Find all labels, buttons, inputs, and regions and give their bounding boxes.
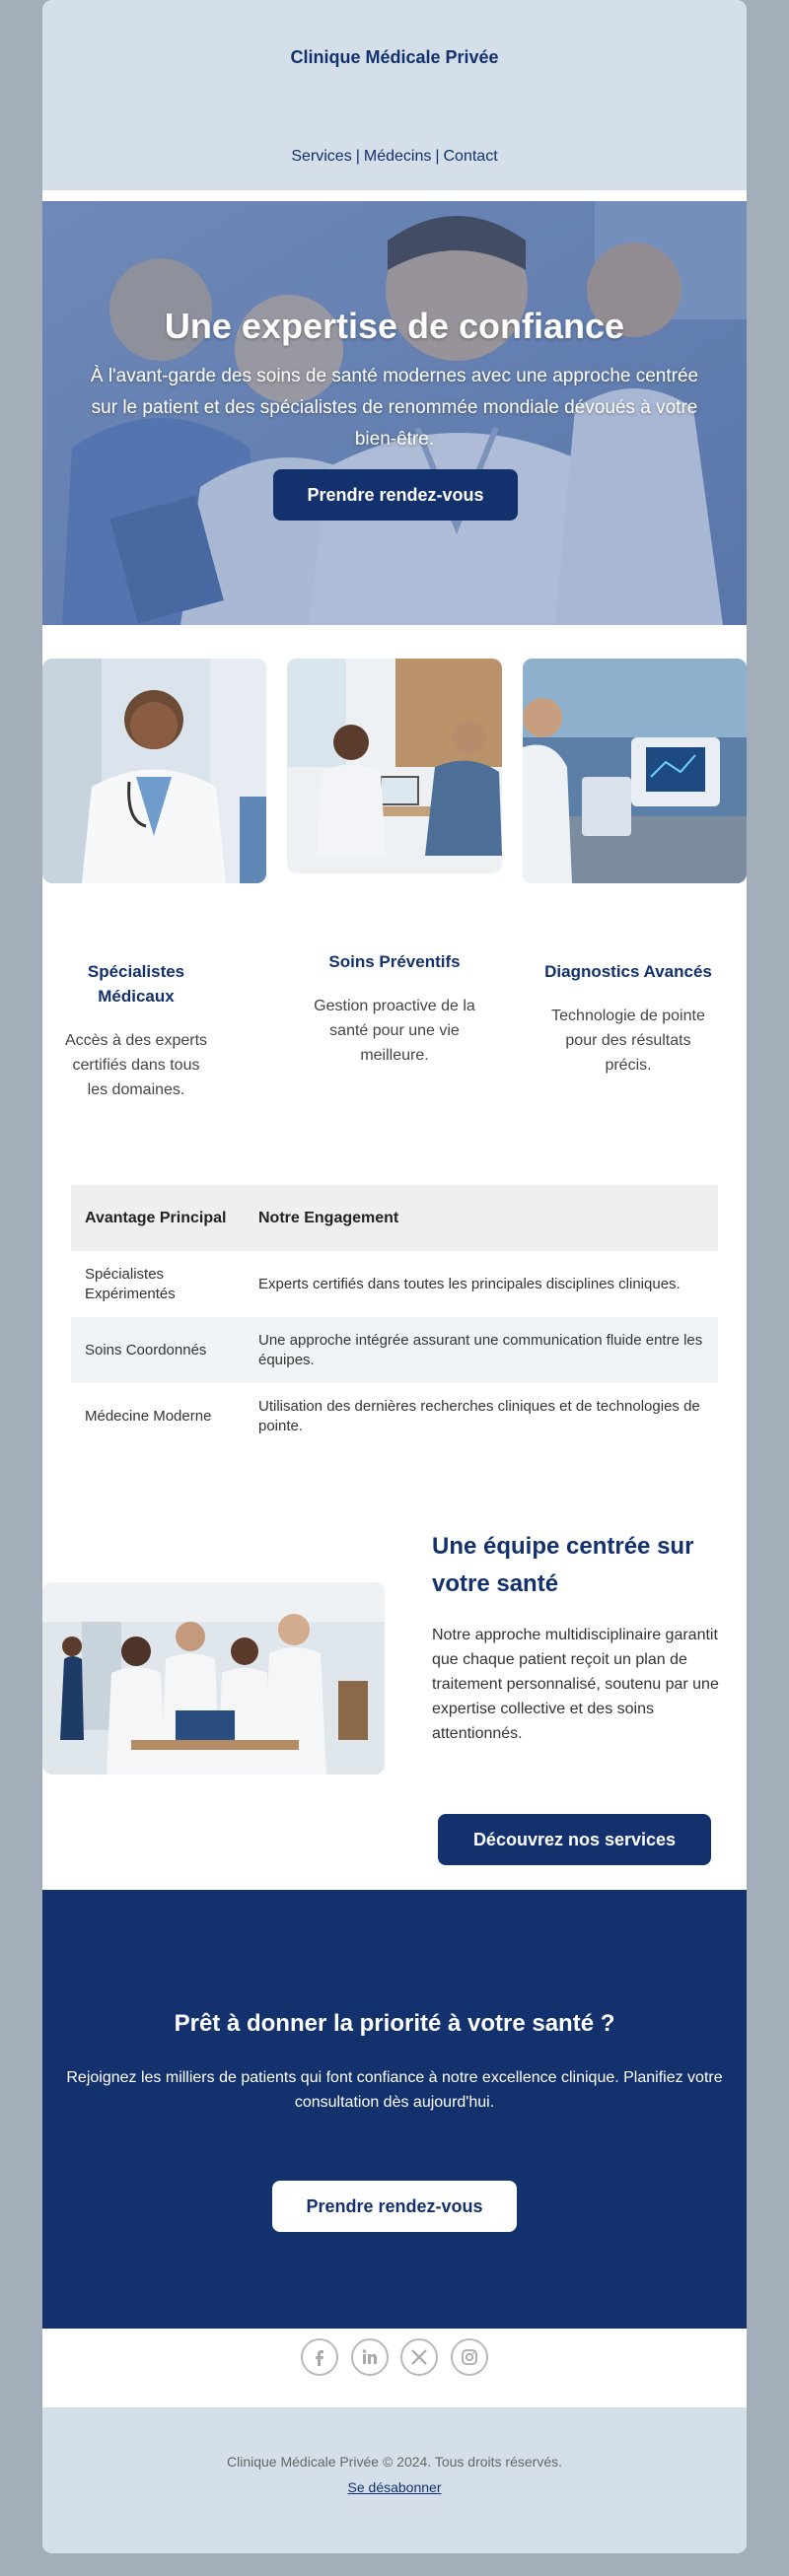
- feature-text: Technologie de pointe pour des résultats précis.: [551, 1008, 705, 1074]
- feature-images: [42, 659, 747, 885]
- hero-title: Une expertise de confiance: [164, 306, 625, 346]
- table-row: [71, 1383, 718, 1449]
- feature-title: Soins Préventifs: [328, 952, 461, 971]
- cta-section: [42, 1890, 747, 2329]
- copyright-text: Clinique Médicale Privée © 2024. Tous droits réservés.: [227, 2454, 562, 2470]
- feature-text: Gestion proactive de la santé pour une vie meilleure.: [314, 998, 475, 1064]
- nav-link-medecins[interactable]: Médecins: [363, 148, 432, 165]
- table-row: [71, 1251, 718, 1317]
- team-image: [42, 1582, 385, 1775]
- brand-name: Clinique Médicale Privée: [290, 47, 499, 67]
- table-cell: Spécialistes Expérimentés: [85, 1265, 176, 1302]
- table-cell: Soins Coordonnés: [71, 1317, 245, 1383]
- nav-separator: |: [355, 148, 360, 165]
- feature-specialists: [62, 959, 210, 1102]
- benefits-table: [71, 1185, 718, 1449]
- table-cell: Experts certifiés dans toutes les principales disciplines cliniques.: [258, 1275, 681, 1292]
- hero-banner: [42, 201, 747, 625]
- facebook-icon[interactable]: [301, 2338, 338, 2376]
- nav-separator: |: [435, 148, 440, 165]
- table-row: [71, 1317, 718, 1383]
- linkedin-icon[interactable]: [351, 2338, 389, 2376]
- diagnostics-lab-image: [523, 659, 747, 883]
- table-cell: Médecine Moderne: [85, 1407, 212, 1425]
- unsubscribe-link[interactable]: Se désabonner: [347, 2479, 442, 2495]
- cta-title: Prêt à donner la priorité à votre santé ?: [174, 2010, 615, 2037]
- team-title: Une équipe centrée sur votre santé: [432, 1533, 694, 1597]
- team-text: Notre approche multidisciplinaire garantit que chaque patient reçoit un plan de traitement personnalisé, soutenu par une expertise collective et des soins attentionnés.: [432, 1627, 719, 1742]
- nav-link-contact[interactable]: Contact: [443, 148, 498, 165]
- hero-subtitle: À l'avant-garde des soins de santé modernes avec une approche centrée sur le patient et des spécialistes de renommée mondiale dévoués à votre bien-être.: [90, 366, 699, 450]
- table-header: Notre Engagement: [245, 1185, 718, 1251]
- x-icon[interactable]: [400, 2338, 438, 2376]
- cta-appointment-button[interactable]: Prendre rendez-vous: [272, 2181, 517, 2232]
- hero-appointment-button[interactable]: Prendre rendez-vous: [273, 469, 518, 521]
- feature-diagnostics: [544, 959, 712, 1078]
- table-cell: Utilisation des dernières recherches cliniques et de technologies de pointe.: [258, 1397, 700, 1434]
- feature-text: Accès à des experts certifiés dans tous les domaines.: [64, 1032, 208, 1098]
- discover-services-button[interactable]: Découvrez nos services: [438, 1814, 711, 1865]
- table-header-row: [71, 1185, 718, 1251]
- table-cell: Une approche intégrée assurant une communication fluide entre les équipes.: [245, 1317, 718, 1383]
- cta-text: Rejoignez les milliers de patients qui font confiance à notre excellence clinique. Planifiez votre consultation dès aujourd'hui.: [66, 2069, 723, 2111]
- specialist-doctor-image: [42, 659, 266, 883]
- email-container: [42, 0, 747, 2553]
- nav-link-services[interactable]: Services: [291, 148, 352, 165]
- feature-preventive: [313, 949, 476, 1068]
- feature-title: Spécialistes Médicaux: [87, 962, 185, 1006]
- feature-title: Diagnostics Avancés: [544, 962, 712, 981]
- table-header: Avantage Principal: [71, 1185, 245, 1251]
- consultation-image: [287, 659, 502, 873]
- nav-bar: [42, 148, 747, 166]
- social-links: [42, 2338, 747, 2378]
- footer: [42, 2407, 747, 2553]
- header: [42, 0, 747, 190]
- instagram-icon[interactable]: [451, 2338, 488, 2376]
